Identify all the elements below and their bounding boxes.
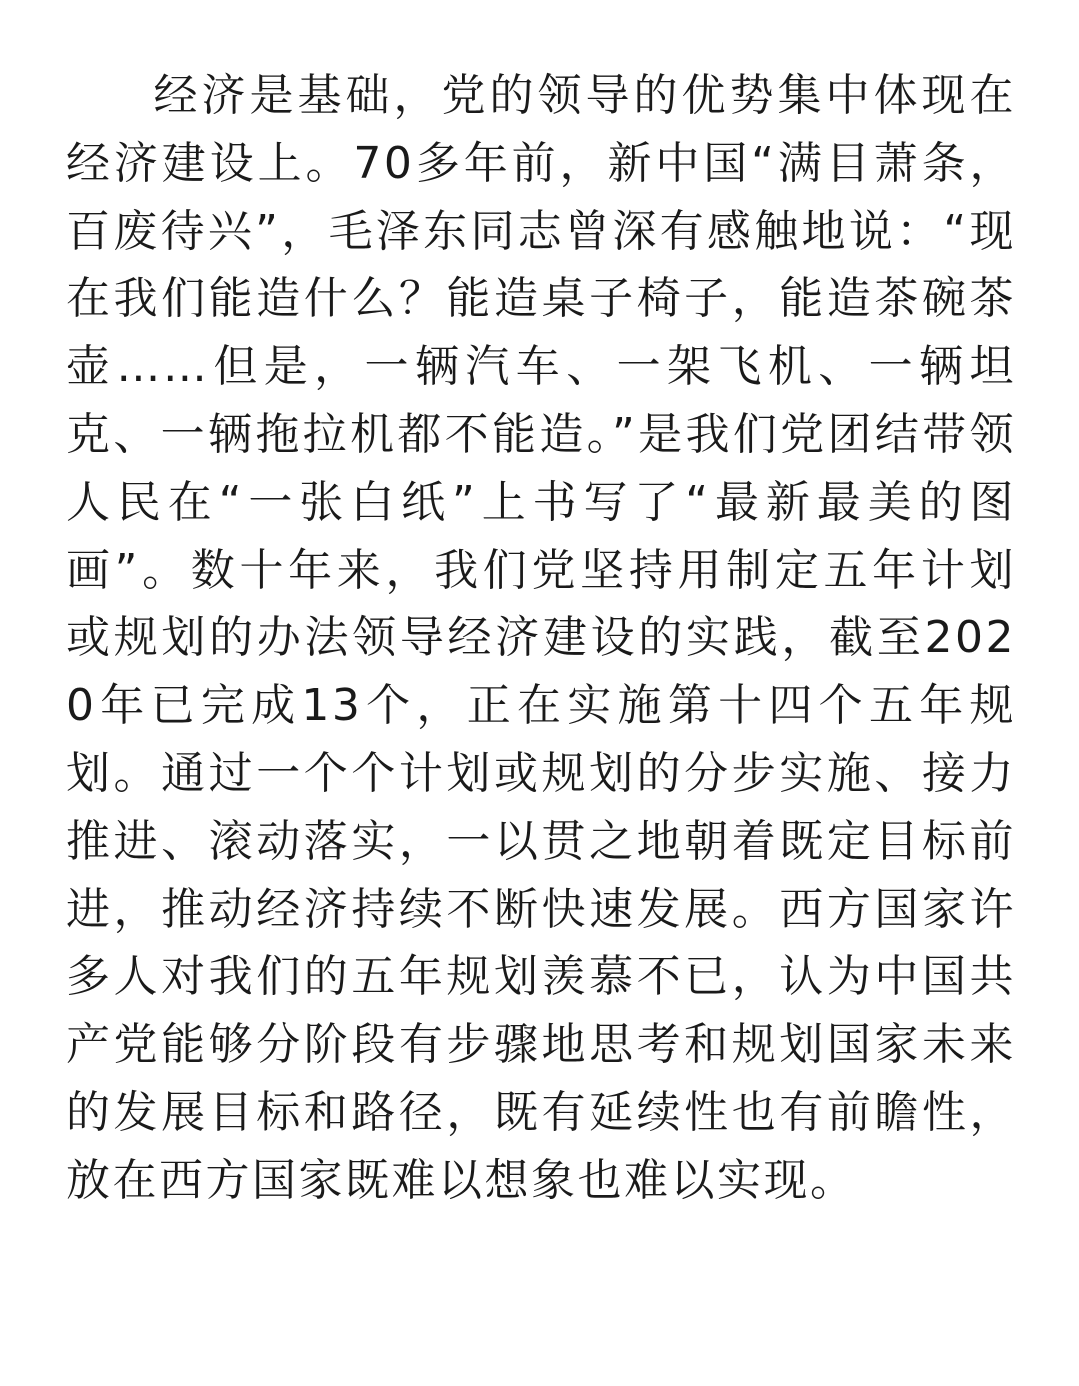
article-paragraph — [66, 62, 1016, 1215]
paragraph-text: 经济是基础，党的领导的优势集中体现在经济建设上。70多年前，新中国“满目萧条，百废待兴”，毛泽东同志曾深有感触地说：“现在我们能造什么？能造桌子椅子，能造茶碗茶壶……但是，一辆汽车、一架飞机、一辆坦克、一辆拖拉机都不能造。”是我们党团结带领人民在“一张白纸”上书写了“最新最美的图画”。数十年来，我们党坚持用制定五年计划或规划的办法领导经济建设的实践，截至2020年已完成13个，正在实施第十四个五年规划。通过一个个计划或规划的分步实施、接力推进、滚动落实，一以贯之地朝着既定目标前进，推动经济持续不断快速发展。西方国家许多人对我们的五年规划羡慕不已，认为中国共产党能够分阶段有步骤地思考和规划国家未来的发展目标和路径，既有延续性也有前瞻性，放在西方国家既难以想象也难以实现。 — [66, 70, 1016, 1206]
